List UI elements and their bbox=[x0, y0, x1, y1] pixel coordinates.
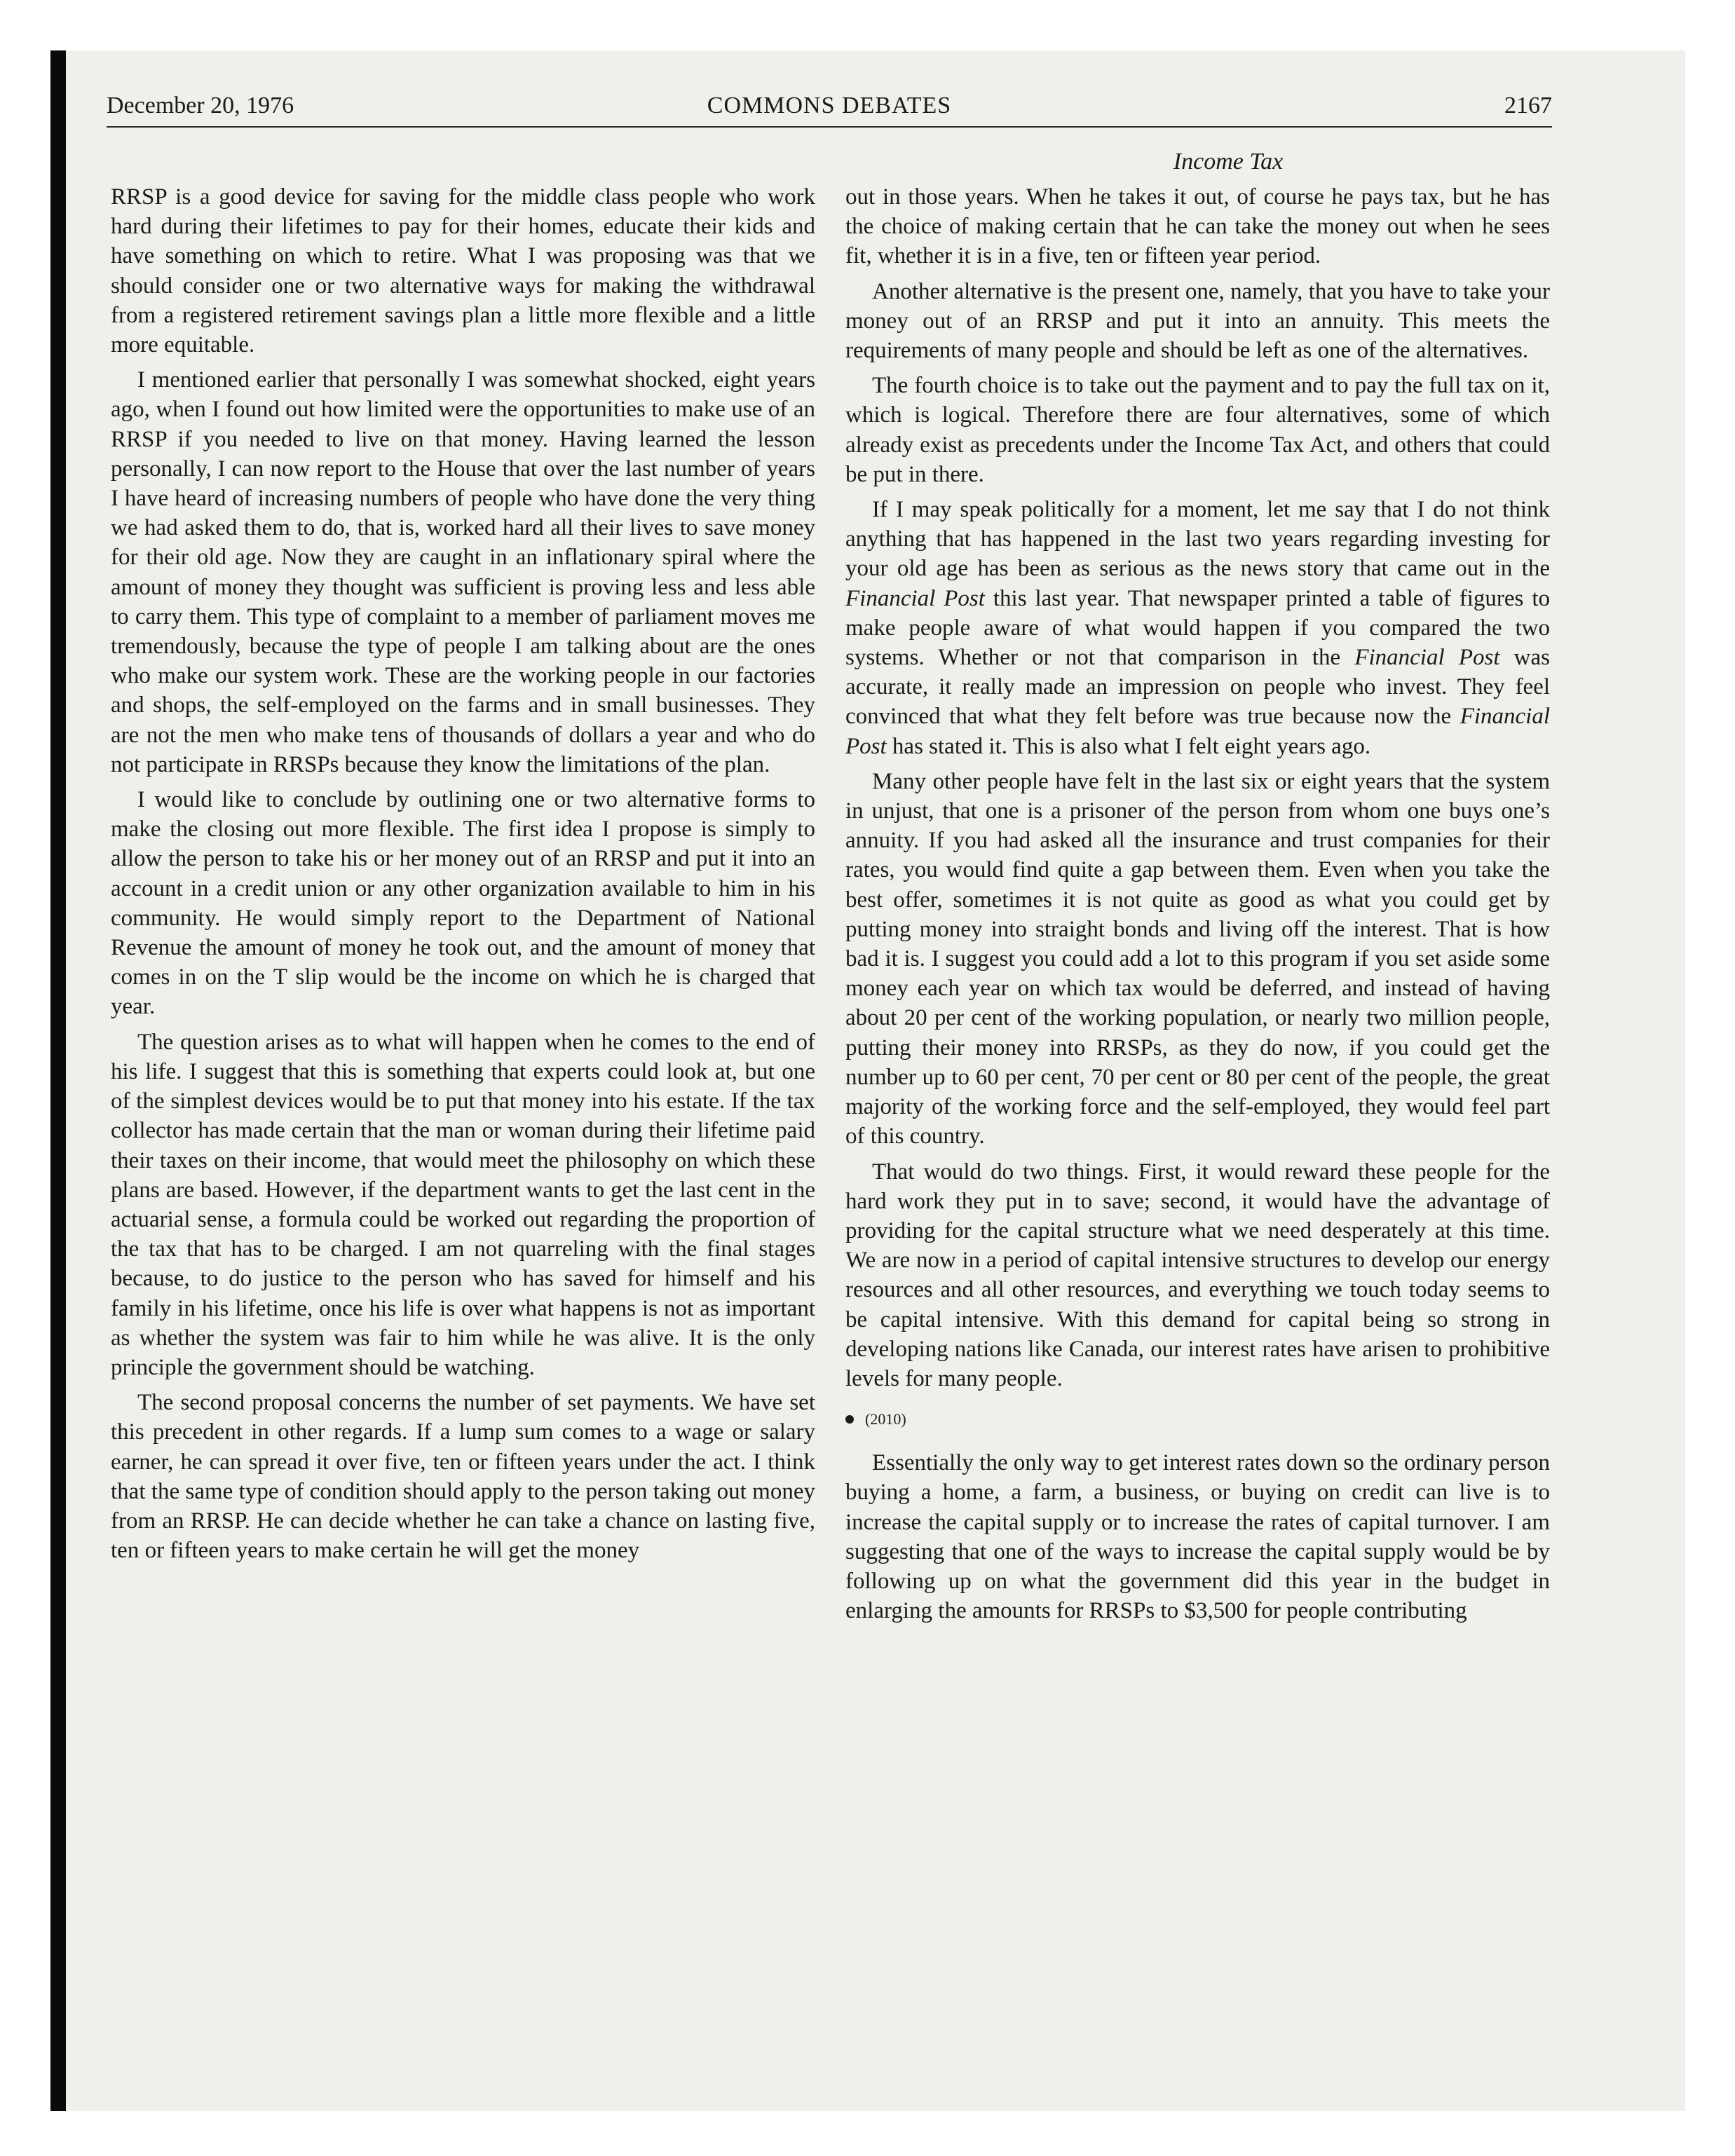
header-rule bbox=[107, 126, 1552, 128]
time-marker bbox=[845, 1409, 1550, 1430]
page-number: 2167 bbox=[1504, 93, 1552, 118]
binding-edge bbox=[50, 50, 66, 2111]
paragraph: The fourth choice is to take out the payment and to pay the full tax on it, which is logical. Therefore there are four alternatives, some of which already exist as precedents under the Income Tax Act, and others that could be put in there. bbox=[845, 373, 1550, 487]
paragraph: RRSP is a good device for saving for the middle class people who work hard during their lifetimes to pay for their homes, educate their kids and have something on which to retire. What I was proposing was that we should consider one or two alternative ways for making the withdrawal from a registered retirement savings plan a little more flexible and a little more equitable. bbox=[111, 184, 815, 358]
publication-name: Financial Post bbox=[845, 585, 985, 611]
paragraph: I would like to conclude by outlining one or two alternative forms to make the closing out more flexible. The first idea I propose is simply to allow the person to take his or her money out of an RRSP and put it into an account in a credit union or any other organization available to him in his community. He would simply report to the Department of National Revenue the amount of money he took out, and the amount of money that comes in on the T slip would be the income on which he is charged that year. bbox=[111, 787, 815, 1020]
paragraph: I mentioned earlier that personally I was somewhat shocked, eight years ago, when I found out how limited were the opportunities to make use of an RRSP if you needed to live on that money. Having learned the lesson personally, I can now report to the House that over the last number of years I have heard of increasing numbers of people who have done the very thing we had asked them to do, that is, worked hard all their lives to save money for their old age. Now they are caught in an inflationary spiral where the amount of money they thought was sufficient is proving less and less able to carry them. This type of complaint to a member of parliament moves me tremendously, because the type of people I am talking about are the ones who make our system work. These are the working people in our factories and shops, the self-employed on the farms and in small businesses. They are not the men who make tens of thousands of dollars a year and who do not participate in RRSPs because they know the limitations of the plan. bbox=[111, 367, 815, 777]
paragraph: Another alternative is the present one, namely, that you have to take your money out of an RRSP and put it into an annuity. This meets the requirements of many people and should be left as one of the alternatives. bbox=[845, 278, 1550, 364]
paragraph: Many other people have felt in the last six or eight years that the system in unjust, that one is a prisoner of the person from whom one buys one’s annuity. If you had asked all the insurance and trust companies for their rates, you would find quite a gap between them. Even when you take the best offer, sometimes it is not quite as good as what you could get by putting money into straight bonds and living off the interest. That is how bad it is. I suggest you could add a lot to this program if you set aside some money each year on which tax would be deferred, and instead of having about 20 per cent of the working population, or nearly two million people, putting their money into RRSPs, as they do now, if you could get the number up to 60 per cent, 70 per cent or 80 per cent of the people, the great majority of the working force and the self-employed, they would feel part of this country. bbox=[845, 768, 1550, 1149]
paragraph: If I may speak politically for a moment, let me say that I do not think anything that has happened in the last two years regarding investing for your old age has been as serious as the news story that came out in the Financial Post this last year. That newspaper printed a table of figures to make people aware of what would happen if you compared the two systems. Whether or not that comparison in the Financial Post was accurate, it really made an impression on people who invest. They feel convinced that what they felt before was true because now the Financial Post has stated it. This is also what I felt eight years ago. bbox=[845, 497, 1551, 759]
time-marker-label: (2010) bbox=[865, 1410, 906, 1428]
paragraph: Essentially the only way to get interest rates down so the ordinary person buying a home, a farm, a business, or buying on credit can live is to increase the capital supply or to increase the rates of capital turnover. I am suggesting that one of the ways to increase the capital supply would be by following up on what the government did this year in the budget in enlarging the amounts for RRSPs to $3,500 for people contributing bbox=[845, 1450, 1550, 1624]
paragraph: That would do two things. First, it would reward these people for the hard work they put in to save; second, it would have the advantage of providing for the capital structure what we need desperately at this time. We are now in a period of capital intensive structures to develop our energy resources and all other resources, and everything we touch today seems to be capital intensive. With this demand for capital being so strong in developing nations like Canada, our interest rates have arisen to prohibitive levels for many people. bbox=[845, 1159, 1550, 1391]
header-date: December 20, 1976 bbox=[107, 93, 294, 118]
publication-name: Financial Post bbox=[1354, 645, 1500, 671]
publication-name: Financial Post bbox=[845, 704, 1550, 759]
left-column bbox=[111, 182, 815, 1571]
page-header bbox=[107, 93, 1552, 128]
paragraph: out in those years. When he takes it out, of course he pays tax, but he has the choice of making certain that he can take the money out when he sees fit, whether it is in a five, ten or fifteen year period. bbox=[845, 184, 1550, 269]
paragraph: The second proposal concerns the number of set payments. We have set this precedent in other regards. If a lump sum comes to a wage or salary earner, he can spread it over five, ten or fifteen years under the act. I think that the same type of condition should apply to the person taking out money from an RRSP. He can decide whether he can take a chance on lasting five, ten or fifteen years to make certain he will get the money bbox=[111, 1390, 815, 1564]
right-column bbox=[845, 182, 1550, 1631]
header-title: COMMONS DEBATES bbox=[707, 93, 952, 118]
bullet-icon bbox=[845, 1415, 854, 1424]
running-head: Income Tax bbox=[1173, 149, 1284, 175]
paragraph: The question arises as to what will happen when he comes to the end of his life. I suggest that this is something that experts could look at, but one of the simplest devices would be to put that money into his estate. If the tax collector has made certain that the man or woman during their lifetime paid their taxes on their income, that would meet the philosophy on which these plans are based. However, if the department wants to get the last cent in the actuarial sense, a formula could be worked out regarding the proportion of the tax that has to be charged. I am not quarreling with the final stages because, to do justice to the person who has saved for himself and his family in his lifetime, once his life is over what happens is not as important as whether the system was fair to him while he was alive. It is the only principle the government should be watching. bbox=[111, 1029, 815, 1380]
